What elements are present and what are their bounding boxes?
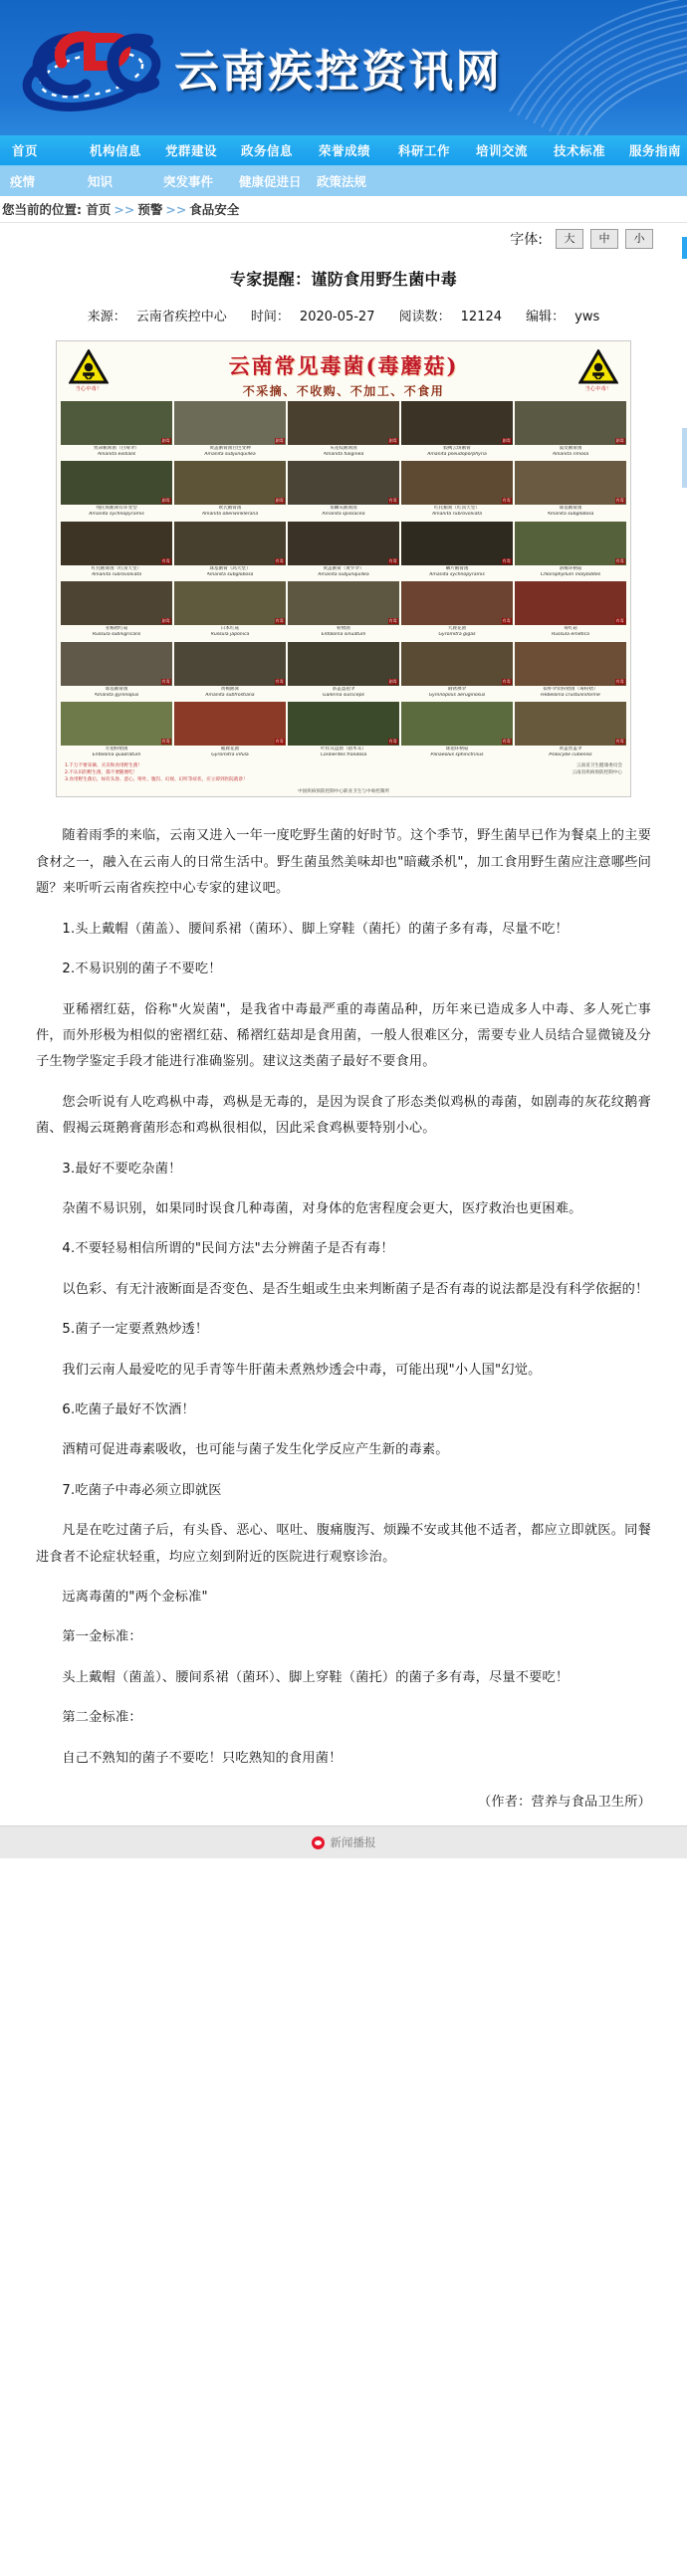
specimen-photo xyxy=(61,702,172,746)
specimen-photo xyxy=(61,642,172,686)
cdc-logo[interactable] xyxy=(22,13,169,122)
specimen-name-latin: Gymnopilus aeruginosus xyxy=(428,692,486,698)
poster-specimen xyxy=(401,461,513,517)
specimen-name-cn: 黄盖鹅膏（黄罗伞） xyxy=(323,565,364,571)
article-paragraph: 5.菌子一定要煮熟炒透！ xyxy=(62,1322,209,1338)
specimen-photo xyxy=(288,461,399,505)
toxicity-badge: 有毒 xyxy=(615,678,624,684)
specimen-name-cn: 粉褶菌 xyxy=(337,626,350,632)
weibo-icon xyxy=(312,1836,325,1849)
toxicity-badge: 有毒 xyxy=(615,557,624,563)
specimen-photo xyxy=(174,461,286,505)
specimen-photo xyxy=(515,461,626,505)
specimen-name-latin: Amanita sychnopyramis xyxy=(429,571,485,577)
specimen-photo xyxy=(174,702,286,746)
subnav-emergency[interactable]: 突发事件 xyxy=(163,174,214,189)
page-edge-accent xyxy=(682,237,687,259)
toxicity-badge: 有毒 xyxy=(275,557,284,563)
toxicity-badge: 有毒 xyxy=(275,739,284,745)
specimen-name-cn: 裂皮鹅膏菌 xyxy=(559,446,582,451)
poster-row xyxy=(61,702,626,757)
poster-note-line: 3.食用野生菌后，如有头昏、恶心、呕吐、腹泻、幻视、幻听等症状，应立即到医院就诊！ xyxy=(65,776,248,782)
poster-specimen xyxy=(515,581,626,637)
specimen-name-latin: Amanita subjunquillea xyxy=(318,571,369,577)
article-body xyxy=(0,797,687,1816)
toxicity-badge: 剧毒 xyxy=(502,438,511,443)
poster-row xyxy=(61,461,626,517)
specimen-photo xyxy=(401,522,513,565)
poster-specimen xyxy=(61,642,172,698)
meta-views: 阅读数： 12124 xyxy=(398,310,502,324)
article-paragraph: 远离毒菌的"两个金标准" xyxy=(62,1590,208,1606)
specimen-name-latin: Entoloma sinuatum xyxy=(321,632,366,638)
article-meta xyxy=(0,290,687,334)
poster-subtitle: 不采摘、不收购、不加工、不食用 xyxy=(242,384,445,398)
poster-specimen xyxy=(401,522,513,577)
nav-gov-info[interactable]: 政务信息 xyxy=(241,143,294,158)
specimen-name-latin: Russula japonica xyxy=(210,632,250,638)
specimen-name-latin: Amanita pseudoporphyria xyxy=(427,451,487,457)
article-paragraph: 3.最好不要吃杂菌！ xyxy=(62,1161,182,1177)
toxicity-badge: 剧毒 xyxy=(161,438,170,443)
page-edge-accent-2 xyxy=(682,428,687,488)
specimen-name-latin: Amanita oberwinklerana xyxy=(201,512,259,518)
poster-footer xyxy=(61,761,626,787)
specimen-name-latin: Amanita subglobosa xyxy=(547,512,594,518)
specimen-name-cn: 灰花纹鹅膏菌 xyxy=(330,446,357,451)
specimen-name-cn: 假褐云斑鹅膏 xyxy=(443,446,471,451)
specimen-name-latin: Amanita subfrostiana xyxy=(205,692,255,698)
article-paragraph: 您会听说有人吃鸡枞中毒，鸡枞是无毒的，是因为误食了形态类似鸡枞的毒菌，如剧毒的灰花纹鹅膏菌、假褐云斑鹅膏菌形态和鸡枞很相似，因此采食鸡枞要特别小心。 xyxy=(36,1094,651,1137)
specimen-name-latin: Amanita subglobosa xyxy=(206,571,254,577)
specimen-photo xyxy=(61,581,172,625)
poster-specimen xyxy=(288,522,399,577)
specimen-name-latin: Amanita rubrovolvata xyxy=(431,512,483,518)
specimen-name-latin: Entoloma quadratum xyxy=(92,752,141,758)
article-paragraph: 以色彩、有无汁液断面是否变色、是否生蛆或生虫来判断菌子是否有毒的说法都是没有科学依据的！ xyxy=(62,1281,649,1297)
page-footer xyxy=(0,1825,687,1858)
specimen-name-cn: 黄盖丝盖伞 xyxy=(559,747,582,752)
poster-specimen xyxy=(174,702,286,757)
warning-triangle-icon-right xyxy=(576,349,620,393)
specimen-photo xyxy=(515,702,626,746)
toxicity-badge: 剧毒 xyxy=(388,438,397,443)
nav-training[interactable]: 培训交流 xyxy=(476,143,529,158)
toxicity-badge: 有毒 xyxy=(615,618,624,624)
poster-specimen xyxy=(174,461,286,517)
article-paragraph: 第一金标准： xyxy=(62,1629,142,1645)
article-title: 专家提醒：谨防食用野生菌中毒 xyxy=(229,270,458,289)
poster-row xyxy=(61,581,626,637)
specimen-name-cn: 方孢粉褶菌 xyxy=(105,747,128,752)
poster-specimen xyxy=(515,461,626,517)
article-paragraph: 酒精可促进毒素吸收，也可能与菌子发生化学反应产生新的毒素。 xyxy=(62,1442,449,1458)
specimen-name-cn: 亚稀褶红菇 xyxy=(105,626,128,632)
site-header xyxy=(0,0,687,135)
warning-triangle-icon-left xyxy=(67,349,111,393)
warning-caption-right: 当心中毒！ xyxy=(584,386,612,392)
poster-specimen xyxy=(61,702,172,757)
specimen-photo xyxy=(515,522,626,565)
specimen-name-cn: 球基鹅膏（高大堂） xyxy=(209,565,251,571)
breadcrumb-item-1[interactable]: 首页 xyxy=(86,202,112,217)
font-size-small[interactable]: 小 xyxy=(625,229,653,249)
breadcrumb-separator: >> xyxy=(165,202,187,217)
toxicity-badge: 有毒 xyxy=(615,498,624,504)
toxicity-badge: 剧毒 xyxy=(275,438,284,443)
article-paragraph: 1.头上戴帽（菌盖）、腰间系裙（菌环）、脚上穿鞋（菌托）的菌子多有毒，尽量不吃！ xyxy=(62,921,569,937)
toxicity-badge: 有毒 xyxy=(502,739,511,745)
breadcrumb-separator: >> xyxy=(114,202,135,217)
specimen-photo xyxy=(288,581,399,625)
toxicity-badge: 有毒 xyxy=(388,557,397,563)
poster-specimen xyxy=(401,581,513,637)
poster-specimen xyxy=(515,702,626,757)
toxicity-badge: 有毒 xyxy=(161,739,170,745)
subnav-epidemic[interactable]: 疫情 xyxy=(10,174,36,189)
nav-org-info[interactable]: 机构信息 xyxy=(90,143,142,158)
poster-specimen xyxy=(401,642,513,698)
meta-time: 时间： 2020-05-27 xyxy=(250,310,375,324)
toxicity-badge: 剧毒 xyxy=(388,678,397,684)
specimen-name-cn: 条盖盔孢伞 xyxy=(332,686,355,692)
toxicity-badge: 有毒 xyxy=(161,557,170,563)
poster-organizations xyxy=(572,763,622,777)
poster-specimen xyxy=(288,461,399,517)
meta-source: 来源： 云南省疾控中心 xyxy=(87,310,227,324)
poster-specimen xyxy=(174,522,286,577)
poster-warning-notes xyxy=(65,763,248,784)
toxicity-badge: 有毒 xyxy=(388,618,397,624)
specimen-name-cn: 红托鹅膏（红顶天堂） xyxy=(434,506,480,512)
poster-row xyxy=(61,401,626,457)
toxicity-badge: 有毒 xyxy=(502,498,511,504)
specimen-name-latin: Amanita rubrovolvata xyxy=(91,571,142,577)
article-paragraph: 我们云南人最爱吃的见手青等牛肝菌未煮熟炒透会中毒，可能出现"小人国"幻觉。 xyxy=(62,1362,542,1378)
specimen-name-latin: Chlorophyllum molybdites xyxy=(540,571,601,577)
subnav-health-day[interactable]: 健康促进日 xyxy=(239,174,302,189)
specimen-name-cn: 大鹿花菌 xyxy=(447,626,467,632)
specimen-photo xyxy=(288,702,399,746)
nav-party[interactable]: 党群建设 xyxy=(165,143,218,158)
poster-specimen-grid xyxy=(61,401,626,758)
specimen-name-latin: Amanita spissacea xyxy=(322,512,365,518)
poster-title: 云南常见毒菌(毒蘑菇) xyxy=(228,353,459,378)
subnav-policy[interactable]: 政策法规 xyxy=(317,174,367,189)
footer-text: 新闻播报 xyxy=(330,1835,376,1850)
specimen-name-latin: Panaeolus sphinctrinus xyxy=(430,752,484,758)
poster-mid-note: 中国疾病预防控制中心职业卫生与中毒控制所 xyxy=(298,789,389,795)
specimen-name-latin: Amanita sychnopyramis xyxy=(89,512,144,518)
toxicity-badge: 有毒 xyxy=(161,678,170,684)
poster-image xyxy=(56,340,631,797)
specimen-name-latin: Amanita fuliginea xyxy=(323,451,364,457)
specimen-name-cn: 条缘环柄菇 xyxy=(559,565,582,571)
breadcrumb-item-2[interactable]: 预警 xyxy=(137,202,163,217)
poster-header xyxy=(61,345,626,397)
poster-specimen xyxy=(61,581,172,637)
article-paragraph: 杂菌不易识别，如果同时误食几种毒菌，对身体的危害程度会更大，医疗救治也更困难。 xyxy=(62,1200,582,1216)
nav-home[interactable]: 首页 xyxy=(12,143,39,158)
poster-specimen xyxy=(288,642,399,698)
article-paragraph: 第二金标准： xyxy=(62,1710,142,1726)
nav-service-guide[interactable]: 服务指南 xyxy=(629,143,682,158)
specimen-name-latin: Cordierites frondosa xyxy=(320,752,367,758)
poster-specimen xyxy=(288,702,399,757)
specimen-name-cn: 毒红菇 xyxy=(564,626,577,632)
specimen-photo xyxy=(515,581,626,625)
warning-caption-left: 当心中毒！ xyxy=(75,386,103,392)
specimen-name-cn: 赭鹿花菌 xyxy=(220,747,240,752)
poster-specimen xyxy=(61,461,172,517)
toxicity-badge: 剧毒 xyxy=(161,618,170,624)
poster-note-line: 2.不认识的野生菌，都不要随便吃！ xyxy=(65,769,138,775)
nav-standards[interactable]: 技术标准 xyxy=(554,143,606,158)
specimen-name-latin: Amanita gymnopus xyxy=(94,692,139,698)
specimen-photo xyxy=(515,642,626,686)
article-paragraph: 7.吃菌子中毒必须立即就医 xyxy=(62,1482,222,1498)
article-paragraph: 亚稀褶红菇，俗称"火炭菌"，是我省中毒最严重的毒菌品种，历年来已造成多人中毒、多人死亡事件，而外形极为相似的密褶红菇、稀褶红菇却是食用菌，一般人很难区分，需要专业人员结合显微镜及分子生物学鉴定手段才能进行准确鉴别。建议这类菌子最好不要食用。 xyxy=(36,1001,651,1070)
specimen-photo xyxy=(174,401,286,445)
specimen-name-cn: 球基鹅膏菌 xyxy=(559,506,582,512)
article-author: （作者：营养与食品卫生所） xyxy=(477,1795,651,1811)
article-paragraph: 头上戴帽（菌盖）、腰间系裙（菌环）、脚上穿鞋（菌托）的菌子多有毒，尽量不要吃！ xyxy=(62,1669,570,1685)
specimen-photo xyxy=(61,522,172,565)
poster-specimen xyxy=(401,401,513,457)
specimen-name-cn: 黄褐鹅膏 xyxy=(220,686,240,692)
main-navigation xyxy=(0,135,687,166)
meta-editor: 编辑： yws xyxy=(526,310,600,324)
specimen-name-cn: 鳞片鹅膏菌 xyxy=(445,565,469,571)
toxicity-badge: 剧毒 xyxy=(161,498,170,504)
toxicity-badge: 剧毒 xyxy=(615,438,624,443)
poster-specimen xyxy=(174,581,286,637)
specimen-name-cn: 致命鹅膏菌（白毒伞） xyxy=(94,446,139,451)
specimen-photo xyxy=(401,581,513,625)
specimen-name-cn: 铜锈裸伞 xyxy=(447,686,467,692)
specimen-photo xyxy=(401,461,513,505)
specimen-name-cn: 红托鹅膏菌（红顶天堂） xyxy=(91,565,142,571)
font-size-label: 字体: xyxy=(510,232,543,248)
sub-navigation xyxy=(0,166,687,196)
specimen-name-latin: Amanita subjunquillea xyxy=(204,451,256,457)
specimen-name-cn: 残托斑鹅膏有环变型 xyxy=(96,506,137,512)
toxicity-badge: 有毒 xyxy=(388,498,397,504)
specimen-photo xyxy=(174,581,286,625)
specimen-photo xyxy=(174,642,286,686)
poster-specimen xyxy=(515,642,626,698)
specimen-name-latin: Amanita exitialis xyxy=(97,451,136,457)
poster-specimen xyxy=(515,401,626,457)
specimen-name-cn: 球基鹅膏菌 xyxy=(105,686,128,692)
nav-research[interactable]: 科研工作 xyxy=(398,143,451,158)
article-paragraph: 自己不熟知的菌子不要吃！只吃熟知的食用菌！ xyxy=(62,1750,343,1766)
toxicity-badge: 有毒 xyxy=(615,739,624,745)
specimen-name-cn: 欧氏鹅膏菌 xyxy=(218,506,242,512)
specimen-photo xyxy=(515,401,626,445)
specimen-photo xyxy=(288,642,399,686)
poster-specimen xyxy=(401,702,513,757)
specimen-name-latin: Amanita rimosa xyxy=(552,451,589,457)
specimen-photo xyxy=(61,401,172,445)
toxicity-badge: 有毒 xyxy=(502,678,511,684)
article-paragraph: 凡是在吃过菌子后，有头昏、恶心、呕吐、腹痛腹泻、烦躁不安或其他不适者，都应立即就医。同餐进食者不论症状轻重，均应立刻到附近的医院进行观察诊治。 xyxy=(36,1523,651,1565)
specimen-name-cn: 叶状耳盘菌（猪木耳） xyxy=(321,747,366,752)
breadcrumb xyxy=(0,196,687,223)
poster-specimen xyxy=(61,401,172,457)
specimen-name-latin: Russula emetica xyxy=(552,632,589,638)
specimen-photo xyxy=(401,702,513,746)
nav-honors[interactable]: 荣誉成绩 xyxy=(319,143,371,158)
poster-specimen xyxy=(288,581,399,637)
specimen-name-latin: Gyromitra infula xyxy=(211,752,249,758)
specimen-photo xyxy=(401,642,513,686)
specimen-photo xyxy=(61,461,172,505)
specimen-name-latin: Galerina sulciceps xyxy=(323,692,364,698)
poster-specimen xyxy=(174,642,286,698)
poster-note-line: 1.千万不要采摘、买卖和食用野生菌！ xyxy=(65,762,142,768)
article-paragraph: 随着雨季的来临，云南又进入一年一度吃野生菌的好时节。这个季节，野生菌早已作为餐桌上的主要食材之一，融入在云南人的日常生活中。野生菌虽然美味却也"暗藏杀机"，加工食用野生菌应注意哪些问题？来听听云南省疾控中心专家的建议吧。 xyxy=(36,828,651,897)
poster-specimen xyxy=(288,401,399,457)
specimen-name-cn: 黄盖鹅膏菌白色变种 xyxy=(209,446,251,451)
site-title: 云南疾控资讯网 xyxy=(175,47,503,98)
toxicity-badge: 有毒 xyxy=(388,739,397,745)
toxicity-badge: 有毒 xyxy=(502,618,511,624)
specimen-name-cn: 球孢环柄菇 xyxy=(445,747,469,752)
breadcrumb-item-3[interactable]: 食品安全 xyxy=(189,202,240,217)
poster-specimen xyxy=(174,401,286,457)
specimen-name-latin: Psilocybe cubensis xyxy=(549,752,592,758)
specimen-photo xyxy=(288,401,399,445)
font-size-large[interactable]: 大 xyxy=(556,229,583,249)
specimen-name-cn: 日本红菇 xyxy=(220,626,240,632)
specimen-photo xyxy=(401,401,513,445)
toxicity-badge: 剧毒 xyxy=(275,498,284,504)
article-paragraph: 6.吃菌子最好不饮酒！ xyxy=(62,1401,195,1417)
article-paragraph: 2.不易识别的菌子不要吃！ xyxy=(62,962,222,977)
toxicity-badge: 有毒 xyxy=(502,557,511,563)
poster-org-line: 云南省疾病预防控制中心 xyxy=(572,769,622,775)
subnav-knowledge[interactable]: 知识 xyxy=(88,174,114,189)
poster-row xyxy=(61,642,626,698)
specimen-name-cn: 拟杯伞状粉褶菌（毒粉褶） xyxy=(543,686,598,692)
breadcrumb-prefix: 您当前的位置: xyxy=(2,202,87,217)
font-size-control xyxy=(0,223,687,253)
specimen-name-cn: 角鳞灰鹅膏菌 xyxy=(330,506,357,512)
poster-org-line: 云南省卫生健康委员会 xyxy=(576,762,622,768)
specimen-photo xyxy=(288,522,399,565)
toxicity-badge: 有毒 xyxy=(275,618,284,624)
font-size-medium[interactable]: 中 xyxy=(590,229,618,249)
toxicity-badge: 有毒 xyxy=(275,678,284,684)
poster-specimen xyxy=(61,522,172,577)
specimen-name-latin: Russula subnigricans xyxy=(92,632,141,638)
specimen-name-latin: Hebeloma crustuliniforme xyxy=(541,692,600,698)
specimen-photo xyxy=(174,522,286,565)
specimen-name-latin: Gyromitra gigas xyxy=(438,632,476,638)
poster-specimen xyxy=(515,522,626,577)
poster-row xyxy=(61,522,626,577)
article-paragraph: 4.不要轻易相信所谓的"民间方法"去分辨菌子是否有毒！ xyxy=(62,1241,394,1257)
